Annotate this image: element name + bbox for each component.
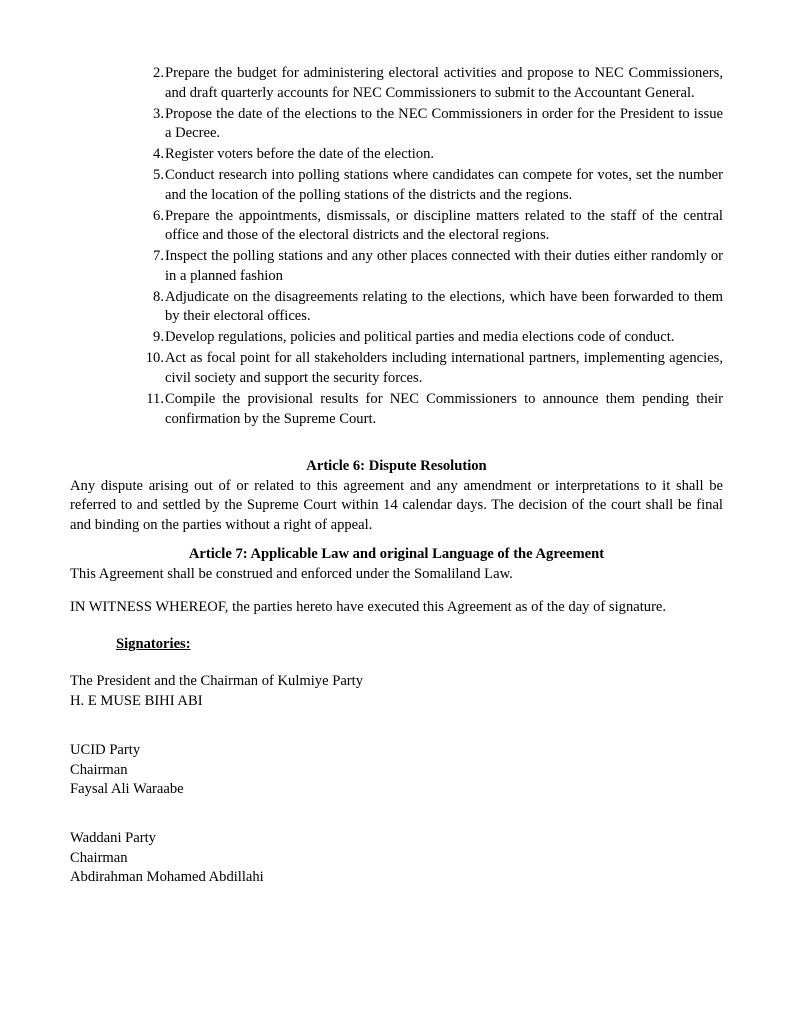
signatory-kulmiye-name: H. E MUSE BIHI ABI	[70, 692, 203, 709]
list-item-text: Develop regulations, policies and political parties and media elections code of conduct.	[165, 329, 675, 346]
list-item-number: 3.	[153, 105, 164, 122]
list-item-number: 10.	[145, 350, 164, 367]
list-item-number: 8.	[153, 288, 164, 305]
list-item-text: Prepare the appointments, dismissals, or discipline matters related to the staff of the central office and those of the electoral districts and the electoral regions.	[165, 207, 723, 244]
signatory-ucid-party: UCID Party	[70, 742, 141, 758]
list-item-text: Prepare the budget for administering electoral activities and propose to NEC Commissioners, and draft quarterly accounts for NEC Commissioners to submit to the Accountant General.	[165, 65, 723, 101]
signatories-heading: Signatories:	[116, 636, 191, 652]
list-item	[140, 166, 723, 205]
signatory-kulmiye-title: The President and the Chairman of Kulmiye Party	[70, 673, 364, 689]
article-7-body: This Agreement shall be construed and enforced under the Somaliland Law.	[70, 565, 513, 582]
signatory-kulmiye	[70, 672, 723, 711]
list-item	[140, 105, 723, 144]
article-6-body: Any dispute arising out of or related to this agreement and any amendment or interpretations to it shall be referred to and settled by the Supreme Court within 14 calendar days. The decision of the court shall be final and binding on the parties without a right of appeal.	[70, 477, 723, 533]
article-6-section	[70, 457, 723, 535]
signatory-waddani-name: Abdirahman Mohamed Abdillahi	[70, 869, 264, 886]
signatory-ucid-name: Faysal Ali Waraabe	[70, 781, 184, 798]
signatory-waddani-role: Chairman	[70, 849, 128, 866]
list-item-number: 7.	[153, 248, 164, 265]
article-6-title: Article 6: Dispute Resolution	[306, 458, 487, 474]
list-item-text: Act as focal point for all stakeholders including international partners, implementing agencies, civil society and support the security forces.	[165, 350, 723, 387]
list-item-number: 5.	[153, 167, 164, 184]
list-item	[140, 145, 723, 165]
list-item-number: 2.	[153, 65, 164, 81]
list-item	[140, 349, 723, 388]
list-item-text: Inspect the polling stations and any other places connected with their duties either randomly or in a planned fashion	[165, 248, 723, 284]
nec-duties-list	[140, 64, 723, 431]
list-item-text: Register voters before the date of the election.	[165, 146, 435, 163]
list-item	[140, 64, 723, 103]
signatory-ucid-role: Chairman	[70, 761, 128, 778]
list-item-number: 6.	[153, 207, 164, 224]
list-item	[140, 288, 723, 327]
witness-clause: IN WITNESS WHEREOF, the parties hereto have executed this Agreement as of the day of signature.	[70, 599, 667, 615]
list-item	[140, 328, 723, 348]
list-item-text: Compile the provisional results for NEC Commissioners to announce them pending their confirmation by the Supreme Court.	[165, 391, 723, 427]
list-item	[140, 247, 723, 286]
list-item-number: 9.	[153, 329, 164, 346]
list-item	[140, 207, 723, 246]
article-7-title: Article 7: Applicable Law and original Language of the Agreement	[188, 546, 605, 562]
signatory-waddani-party: Waddani Party	[70, 830, 156, 846]
list-item-text: Conduct research into polling stations where candidates can compete for votes, set the number and the location of the polling stations of the districts and the regions.	[165, 167, 723, 203]
list-item-number: 4.	[153, 146, 164, 163]
article-7-section	[70, 545, 723, 584]
signatory-waddani	[70, 829, 723, 888]
list-item	[140, 390, 723, 429]
list-item-text: Adjudicate on the disagreements relating to the elections, which have been forwarded to them by their electoral offices.	[165, 288, 723, 325]
list-item-text: Propose the date of the elections to the NEC Commissioners in order for the President to issue a Decree.	[165, 105, 723, 142]
signatory-ucid	[70, 741, 723, 800]
list-item-number: 11.	[146, 391, 164, 408]
